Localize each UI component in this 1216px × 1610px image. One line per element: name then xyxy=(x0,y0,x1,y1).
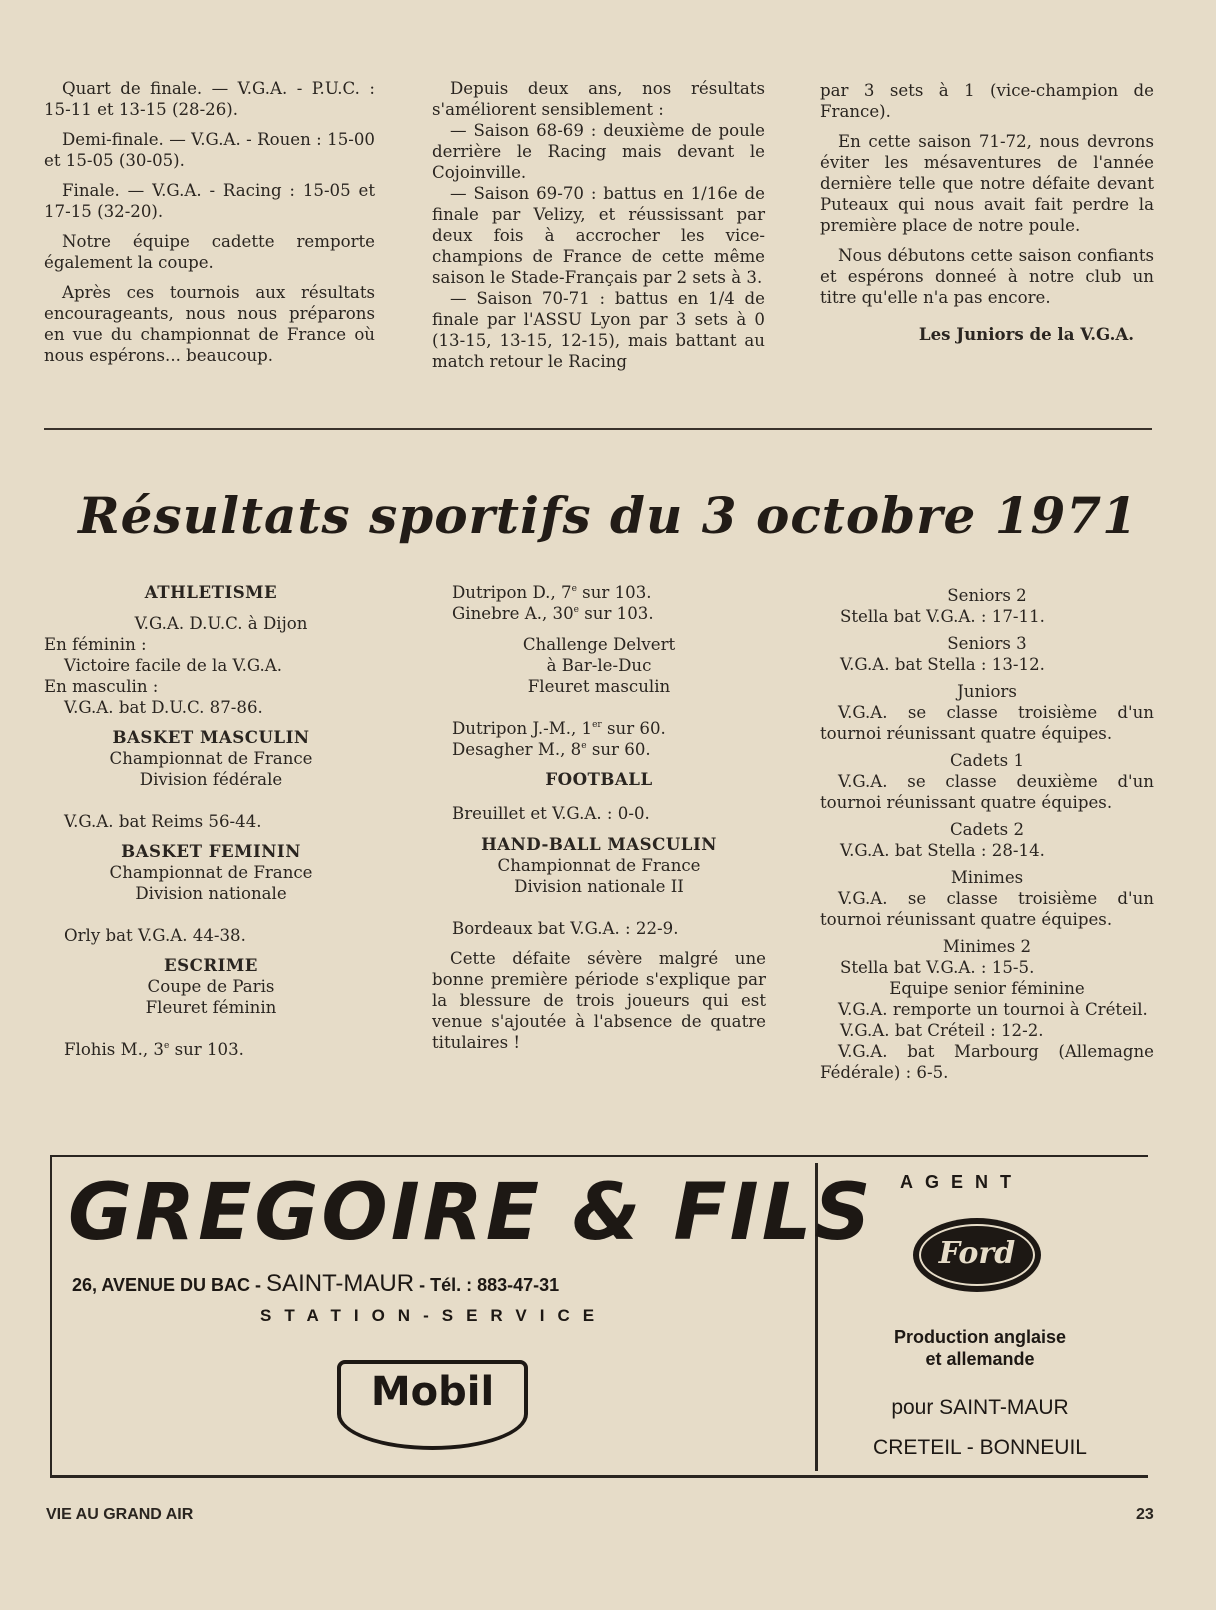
result-line: Orly bat V.G.A. 44-38. xyxy=(64,926,246,945)
page-title: Résultats sportifs du 3 octobre 1971 xyxy=(78,486,1138,545)
paragraph: En cette saison 71-72, nous devrons éviter les mésaventures de l'année dernière telle que notre défaite devant Puteaux qui nous avait fait perdre la première place de notre poule. xyxy=(820,132,1154,235)
text-line: En masculin : xyxy=(44,677,159,696)
production-text: Production anglaise et allemande xyxy=(893,1327,1067,1369)
subsection-heading: Minimes 2 xyxy=(942,937,1032,956)
pour-saint-maur: pour SAINT-MAUR xyxy=(891,1396,1069,1419)
paragraph: Cette défaite sévère malgré une bonne première période s'explique par la blessure de trois joueurs qui est venue s'ajoutée à l'absence de quatre titulaires ! xyxy=(432,949,766,1052)
divider xyxy=(44,428,1152,430)
result-line: V.G.A. bat Reims 56-44. xyxy=(64,812,262,831)
subsection-heading: Minimes xyxy=(950,868,1024,887)
paragraph: Notre équipe cadette remporte également la coupe. xyxy=(44,232,375,272)
ford-logo: Ford xyxy=(913,1218,1041,1292)
paragraph: par 3 sets à 1 (vice-champion de France). xyxy=(820,81,1154,121)
page-number: 23 xyxy=(1136,1506,1154,1523)
result-line: Breuillet et V.G.A. : 0-0. xyxy=(452,804,650,823)
paragraph: Après ces tournois aux résultats encourageants, nous nous préparons en vue du championnat de France où nous espérons... beaucoup. xyxy=(44,283,375,365)
text-line: Championnat de France xyxy=(109,749,313,768)
result-line: Dutripon D., 7e sur 103. xyxy=(452,583,652,602)
text-line: Challenge Delvert xyxy=(522,635,676,654)
text-line: Coupe de Paris xyxy=(147,977,275,996)
text-line: Division nationale xyxy=(135,884,287,903)
agent-label: AGENT xyxy=(900,1172,1023,1192)
section-heading: BASKET FEMININ xyxy=(121,841,301,861)
section-heading: ATHLETISME xyxy=(144,582,278,602)
cities: CRETEIL - BONNEUIL xyxy=(873,1436,1087,1459)
result-line: Desagher M., 8e sur 60. xyxy=(452,740,651,759)
subsection-heading: Cadets 2 xyxy=(949,820,1025,839)
result-line: V.G.A. bat Marbourg (Allemagne Fédérale) : 6-5. xyxy=(820,1042,1154,1082)
result-line: Stella bat V.G.A. : 17-11. xyxy=(840,607,1045,626)
company-name: GREGOIRE & FILS xyxy=(68,1168,874,1258)
results-col-1 xyxy=(44,582,378,1060)
text-line: Division fédérale xyxy=(139,770,283,789)
result-line: V.G.A. remporte un tournoi à Créteil. xyxy=(838,1000,1148,1019)
signature: Les Juniors de la V.G.A. xyxy=(918,324,1134,344)
paragraph: — Saison 68-69 : deuxième de poule derrière le Racing mais devant le Cojoinville. xyxy=(432,121,765,182)
magazine-name: VIE AU GRAND AIR xyxy=(46,1506,194,1523)
text-line: V.G.A. D.U.C. à Dijon xyxy=(134,614,308,633)
result-line: V.G.A. se classe deuxième d'un tournoi réunissant quatre équipes. xyxy=(820,772,1154,812)
paragraph: Nous débutons cette saison confiants et espérons donneé à notre club un titre qu'elle n'a pas encore. xyxy=(820,246,1154,307)
article-col-3 xyxy=(820,80,1154,354)
text-line: Victoire facile de la V.G.A. xyxy=(64,656,283,675)
results-col-3 xyxy=(820,585,1154,1083)
result-line: Flohis M., 3e sur 103. xyxy=(64,1040,244,1059)
text-line: Fleuret féminin xyxy=(145,998,277,1017)
result-line: V.G.A. se classe troisième d'un tournoi réunissant quatre équipes. xyxy=(820,889,1154,929)
text-line: V.G.A. bat D.U.C. 87-86. xyxy=(64,698,263,717)
subsection-heading: Cadets 1 xyxy=(949,751,1025,770)
result-line: Bordeaux bat V.G.A. : 22-9. xyxy=(452,919,679,938)
subsection-heading: Juniors xyxy=(957,682,1017,701)
paragraph: Depuis deux ans, nos résultats s'améliorent sensiblement : xyxy=(432,79,765,119)
paragraph: — Saison 69-70 : battus en 1/16e de finale par Velizy, et réussissant par deux fois à accrocher les vice-champions de France de cette même saison le Stade-Français par 2 sets à 3. xyxy=(432,184,765,287)
section-heading: HAND-BALL MASCULIN xyxy=(481,834,717,854)
subsection-heading: Seniors 3 xyxy=(947,634,1027,653)
text-line: En féminin : xyxy=(44,635,147,654)
paragraph: Quart de finale. — V.G.A. - P.U.C. : 15-11 et 13-15 (28-26). xyxy=(44,79,375,119)
section-heading: FOOTBALL xyxy=(545,769,653,789)
text-line: à Bar-le-Duc xyxy=(546,656,652,675)
station-service: STATION-SERVICE xyxy=(260,1306,608,1325)
result-line: V.G.A. bat Stella : 28-14. xyxy=(840,841,1045,860)
result-line: V.G.A. bat Stella : 13-12. xyxy=(840,655,1045,674)
subsection-heading: Seniors 2 xyxy=(947,586,1027,605)
subsection-heading: Equipe senior féminine xyxy=(889,979,1085,998)
section-heading: ESCRIME xyxy=(164,955,258,975)
company-address: 26, AVENUE DU BAC - SAINT-MAUR - Tél. : 883-47-31 xyxy=(72,1270,560,1297)
result-line: Ginebre A., 30e sur 103. xyxy=(452,604,654,623)
result-line: Stella bat V.G.A. : 15-5. xyxy=(840,958,1035,977)
article-col-1 xyxy=(44,78,375,375)
paragraph: Finale. — V.G.A. - Racing : 15-05 et 17-15 (32-20). xyxy=(44,181,375,221)
result-line: V.G.A. bat Créteil : 12-2. xyxy=(840,1021,1044,1040)
mobil-logo: Mobil xyxy=(337,1360,528,1450)
article-col-2 xyxy=(432,78,765,372)
result-line: Dutripon J.-M., 1er sur 60. xyxy=(452,719,666,738)
text-line: Fleuret masculin xyxy=(527,677,671,696)
result-line: V.G.A. se classe troisième d'un tournoi réunissant quatre équipes. xyxy=(820,703,1154,743)
paragraph: Demi-finale. — V.G.A. - Rouen : 15-00 et 15-05 (30-05). xyxy=(44,130,375,170)
section-heading: BASKET MASCULIN xyxy=(112,727,310,747)
text-line: Division nationale II xyxy=(514,877,684,896)
text-line: Championnat de France xyxy=(497,856,701,875)
results-col-2 xyxy=(432,582,766,1053)
paragraph: — Saison 70-71 : battus en 1/4 de finale par l'ASSU Lyon par 3 sets à 0 (13-15, 13-15, 12-15), mais battant au match retour le Racing xyxy=(432,289,765,371)
text-line: Championnat de France xyxy=(109,863,313,882)
